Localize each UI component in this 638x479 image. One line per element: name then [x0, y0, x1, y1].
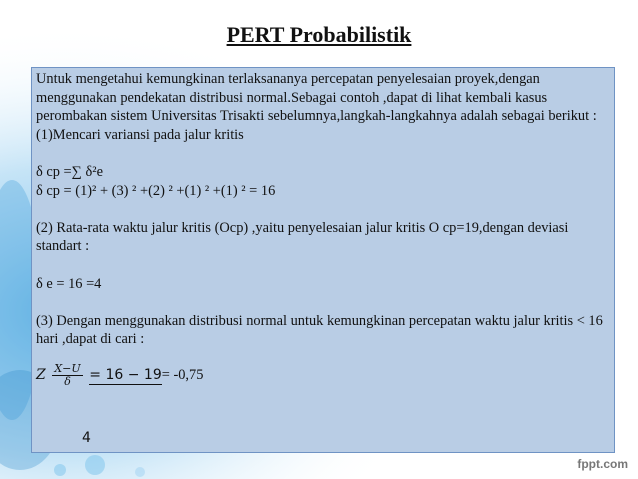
z-fraction-numerator: X−U — [54, 361, 81, 375]
formula-std-dev: δ e = 16 =4 — [36, 275, 102, 292]
intro-paragraph: Untuk mengetahui kemungkinan terlaksananya percepatan penyelesaian proyek,dengan menggunakan pendekatan distribusi normal.Sebagai contoh ,dapat di lihat kembali kasus perombakan sistem Universitas Trisakti sebelumnya,langkah-langkahnya adalah sebagai berikut : — [36, 71, 597, 125]
z-substitution: = 16 − 19 — [89, 366, 162, 383]
step-1: (1)Mencari variansi pada jalur kritis — [36, 126, 244, 143]
z-result: = -0,75 — [161, 366, 204, 383]
watermark: fppt.com — [577, 457, 628, 471]
z-fraction — [52, 363, 82, 388]
step-3: (3) Dengan menggunakan distribusi normal untuk kemungkinan percepatan waktu jalur kritis < 16 hari ,dapat di cari : — [36, 312, 603, 348]
step-2: (2) Rata-rata waktu jalur kritis (Ocp) ,yaitu penyelesaian jalur kritis O cp=19,dengan deviasi standart : — [36, 219, 569, 255]
z-substitution-denominator: 4 — [82, 430, 91, 446]
z-formula — [36, 363, 608, 389]
formula-variance-calc: δ cp = (1)² + (3) ² +(2) ² +(1) ² +(1) ² = 16 — [36, 182, 276, 199]
z-symbol: Z — [36, 366, 46, 383]
z-fraction-denominator: δ — [64, 374, 71, 388]
slide-title: PERT Probabilistik — [226, 22, 412, 47]
content-body — [36, 70, 608, 389]
formula-variance-sum: δ cp =∑ δ²e — [36, 163, 104, 180]
